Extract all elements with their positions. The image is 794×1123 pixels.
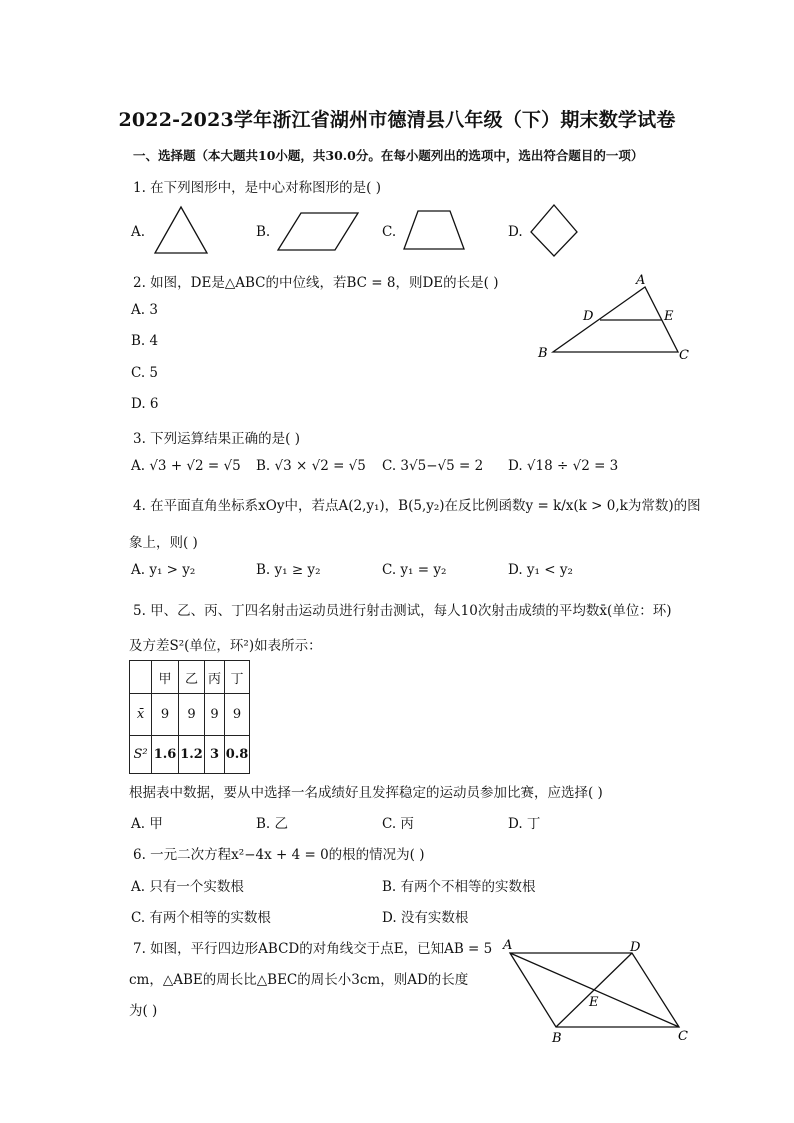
- q7-label-A: A: [503, 938, 513, 953]
- q5-option-c[interactable]: C. 丙: [382, 816, 414, 832]
- q7-label-B: B: [552, 1031, 562, 1046]
- table-row: [130, 736, 250, 774]
- q1-option-b-label[interactable]: B.: [256, 224, 271, 240]
- question-4-stem-line2: 象上，则( ): [129, 535, 198, 551]
- q2-label-C: C: [679, 348, 689, 363]
- q2-label-E: E: [664, 309, 674, 324]
- triangle-shape: [155, 207, 207, 253]
- q7-parallelogram-figure: [502, 938, 688, 1046]
- table-header-cell: 丁: [225, 661, 250, 694]
- table-cell: 9: [205, 694, 225, 736]
- question-4-stem-line1: 4. 在平面直角坐标系xOy中，若点A(2,y₁)，B(5,y₂)在反比例函数y = k/x(k > 0,k为常数)的图: [133, 498, 701, 514]
- table-row: [130, 694, 250, 736]
- score-variance-table: [129, 660, 250, 774]
- table-header-cell: 乙: [179, 661, 205, 694]
- q2-option-c[interactable]: C. 5: [131, 365, 159, 381]
- section-heading: 一、选择题（本大题共10小题，共30.0分。在每小题列出的选项中，选出符合题目的一项）: [133, 148, 644, 163]
- q2-option-a[interactable]: A. 3: [131, 302, 158, 318]
- table-header-cell: 甲: [152, 661, 179, 694]
- q5-option-d[interactable]: D. 丁: [508, 816, 541, 832]
- question-7-stem-line2: cm，△ABE的周长比△BEC的周长小3cm，则AD的长度: [129, 972, 469, 988]
- q2-label-B: B: [538, 346, 548, 361]
- q1-option-a-label[interactable]: A.: [131, 224, 146, 240]
- table-cell: 9: [179, 694, 205, 736]
- kite-shape: [531, 205, 577, 256]
- q1-option-d-label[interactable]: D.: [508, 224, 523, 240]
- question-5-stem-line3: 根据表中数据，要从中选择一名成绩好且发挥稳定的运动员参加比赛，应选择( ): [129, 785, 603, 801]
- table-cell: 3: [205, 736, 225, 774]
- q4-option-d[interactable]: D. y₁ < y₂: [508, 562, 573, 578]
- q7-label-C: C: [678, 1029, 688, 1044]
- parallelogram-shape: [278, 213, 358, 250]
- table-cell: x̄: [130, 694, 152, 736]
- q3-option-d[interactable]: D. √18 ÷ √2 = 3: [508, 458, 619, 474]
- q6-option-c[interactable]: C. 有两个相等的实数根: [131, 910, 271, 926]
- question-7-stem-line3: 为( ): [129, 1003, 158, 1019]
- q6-option-a[interactable]: A. 只有一个实数根: [131, 879, 244, 895]
- table-cell: S²: [130, 736, 152, 774]
- q7-label-D: D: [630, 940, 641, 955]
- q1-option-c-label[interactable]: C.: [382, 224, 397, 240]
- question-6-stem: 6. 一元二次方程x²−4x + 4 = 0的根的情况为( ): [133, 847, 425, 863]
- q6-option-b[interactable]: B. 有两个不相等的实数根: [382, 879, 536, 895]
- table-header-cell: 丙: [205, 661, 225, 694]
- table-cell: 1.2: [179, 736, 205, 774]
- q3-option-a[interactable]: A. √3 + √2 = √5: [131, 458, 241, 474]
- q2-option-b[interactable]: B. 4: [131, 333, 159, 349]
- q7-label-E: E: [589, 995, 599, 1010]
- q5-option-b[interactable]: B. 乙: [256, 816, 289, 832]
- q2-option-d[interactable]: D. 6: [131, 396, 159, 412]
- question-5-stem-line2: 及方差S²(单位，环²)如表所示：: [129, 638, 322, 654]
- table-cell: 9: [152, 694, 179, 736]
- q3-option-b[interactable]: B. √3 × √2 = √5: [256, 458, 366, 474]
- q2-triangle-figure: [537, 273, 689, 363]
- table-cell: 1.6: [152, 736, 179, 774]
- question-7-stem-line1: 7. 如图，平行四边形ABCD的对角线交于点E，已知AB = 5: [133, 941, 493, 957]
- trapezoid-shape: [404, 211, 464, 249]
- q2-label-D: D: [583, 309, 594, 324]
- question-5-stem-line1: 5. 甲、乙、丙、丁四名射击运动员进行射击测试，每人10次射击成绩的平均数x̄(单位：环): [133, 603, 672, 619]
- exam-title: 2022-2023学年浙江省湖州市德清县八年级（下）期末数学试卷: [118, 109, 676, 131]
- q2-label-A: A: [636, 273, 646, 288]
- question-2-stem: 2. 如图，DE是△ABC的中位线，若BC = 8，则DE的长是( ): [133, 275, 499, 291]
- q4-option-c[interactable]: C. y₁ = y₂: [382, 562, 447, 578]
- q4-option-a[interactable]: A. y₁ > y₂: [131, 562, 196, 578]
- question-1-stem: 1. 在下列图形中，是中心对称图形的是( ): [133, 180, 381, 196]
- table-cell: 0.8: [225, 736, 250, 774]
- q3-option-c[interactable]: C. 3√5−√5 = 2: [382, 458, 484, 474]
- table-header-cell: [130, 661, 152, 694]
- question-3-stem: 3. 下列运算结果正确的是( ): [133, 431, 300, 447]
- q6-option-d[interactable]: D. 没有实数根: [382, 910, 469, 926]
- q5-option-a[interactable]: A. 甲: [131, 816, 163, 832]
- table-cell: 9: [225, 694, 250, 736]
- q4-option-b[interactable]: B. y₁ ≥ y₂: [256, 562, 321, 578]
